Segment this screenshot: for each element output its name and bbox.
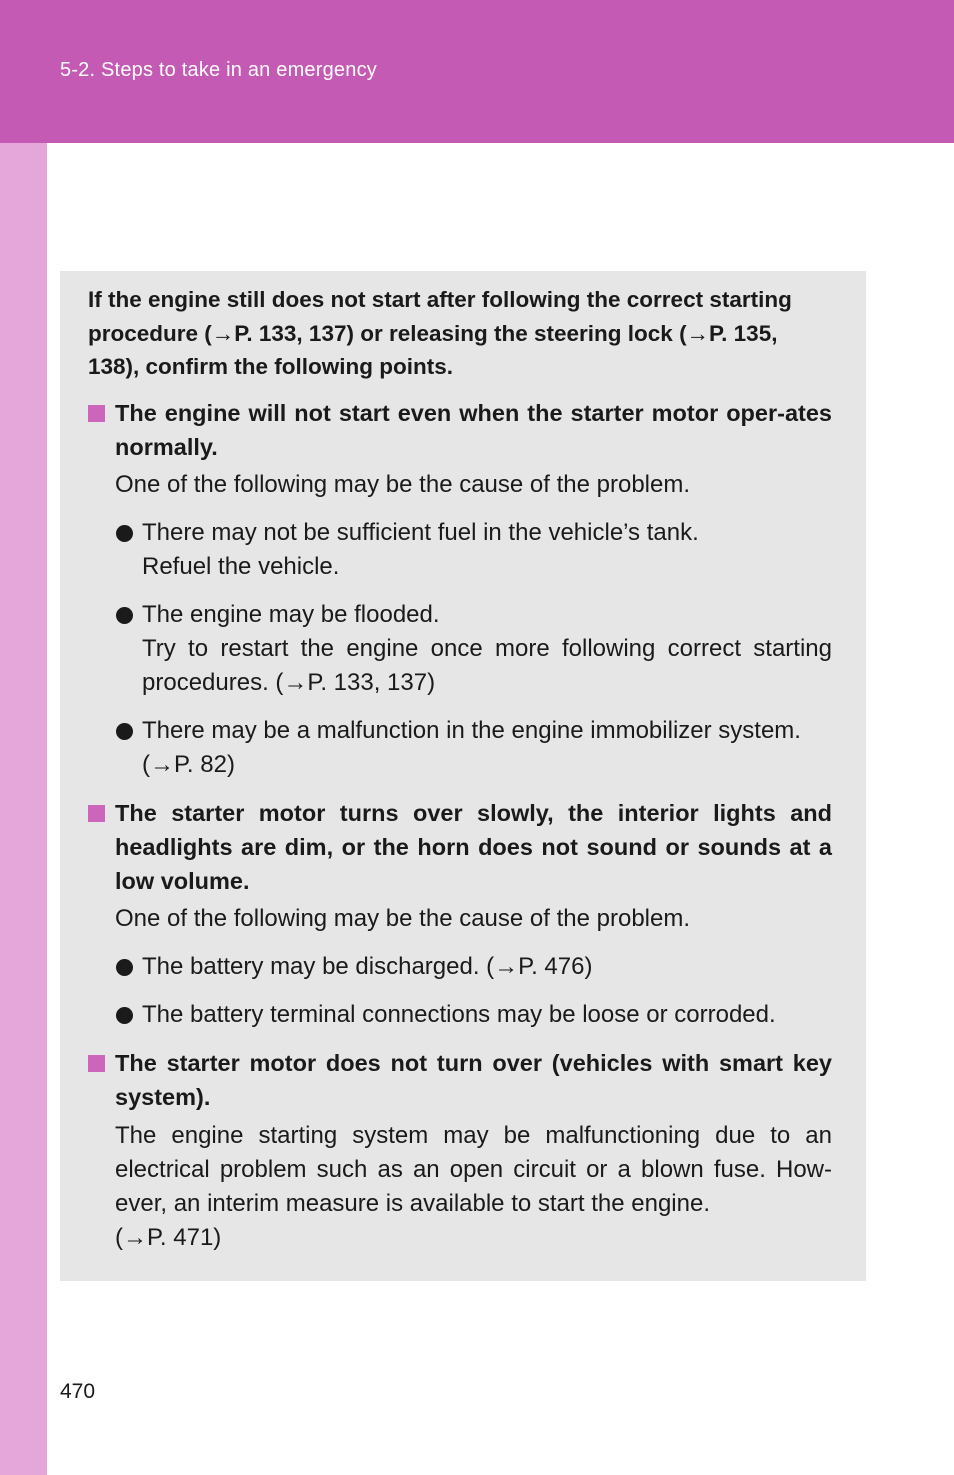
section-heading-text: The starter motor does not turn over (vehicles with smart key system). [115,1050,832,1110]
section-description [115,1119,832,1255]
list-item-detail: (→P. 82) [142,751,235,778]
list-item [115,950,832,984]
list-item-detail: Refuel the vehicle. [142,553,340,580]
circle-bullet-icon [116,723,133,740]
circle-bullet-icon [116,525,133,542]
section-description: One of the following may be the cause of the problem. [115,471,691,498]
section-heading [88,1046,832,1114]
list-item-detail: Try to restart the engine once more following correct starting procedures. (→P. 133, 137) [142,635,832,696]
list-item-text: There may be a malfunction in the engine immobilizer system. [142,717,801,744]
square-bullet-icon [88,405,105,422]
circle-bullet-icon [116,607,133,624]
list-item [115,714,832,782]
section-heading [88,396,832,464]
list-item [115,598,832,700]
list-item-text: There may not be sufficient fuel in the vehicle’s tank. [142,519,699,546]
list-item [115,998,832,1032]
section-title: 5-2. Steps to take in an emergency [60,59,377,81]
side-strip [0,143,47,1475]
section-description: One of the following may be the cause of the problem. [115,905,691,932]
list-item-text: The engine may be flooded. [142,601,440,628]
intro-text: If the engine still does not start after following the correct starting procedure (→P. 133, 137) or releasing the steering lock (→P. 135, 138), confirm the following points. [88,287,792,379]
section-heading-text: The engine will not start even when the starter motor oper-ates normally. [115,400,832,460]
page-number: 470 [60,1380,96,1403]
list-item-text: The battery terminal connections may be loose or corroded. [142,1001,776,1028]
section-heading [88,796,832,898]
page-reference: (→P. 471) [115,1224,222,1251]
section-heading-text: The starter motor turns over slowly, the interior lights and headlights are dim, or the horn does not sound or sounds at a low volume. [115,800,832,894]
circle-bullet-icon [116,1007,133,1024]
section-description-text: The engine starting system may be malfunctioning due to an electrical problem such as an open circuit or a blown fuse. How-ever, an interim measure is available to start the engine. [115,1122,832,1217]
list-item-text: The battery may be discharged. (→P. 476) [142,953,593,980]
list-item [115,516,832,584]
square-bullet-icon [88,805,105,822]
circle-bullet-icon [116,959,133,976]
header-bar [0,0,954,143]
square-bullet-icon [88,1055,105,1072]
